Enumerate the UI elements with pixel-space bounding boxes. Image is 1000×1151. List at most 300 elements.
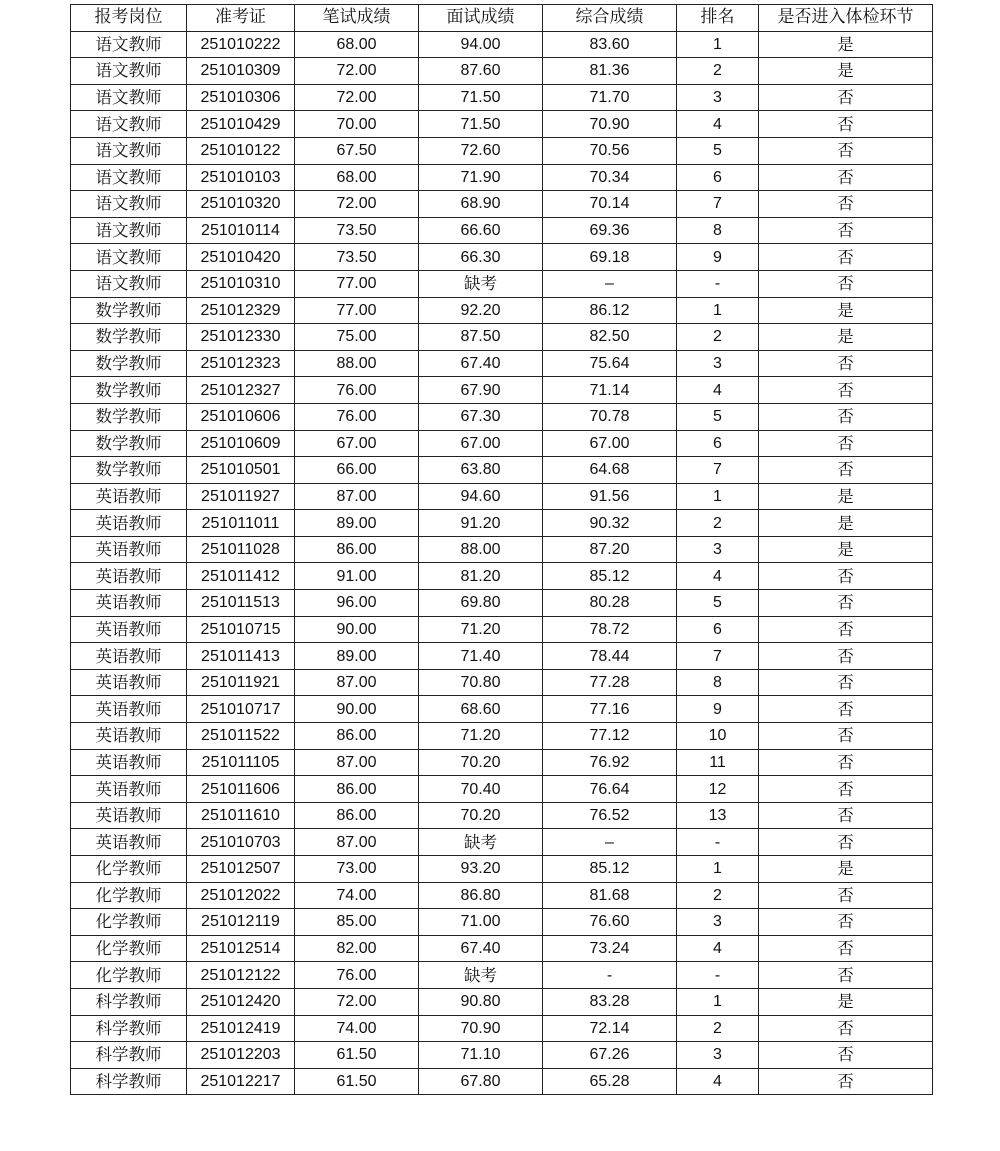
table-row	[71, 457, 933, 484]
table-row	[71, 856, 933, 883]
table-row	[71, 377, 933, 404]
table-row	[71, 935, 933, 962]
cell-rank: 8	[677, 669, 759, 696]
cell-rank: 13	[677, 802, 759, 829]
table-body	[71, 31, 933, 1095]
table-row	[71, 297, 933, 324]
cell-ticket-number: 251011606	[187, 776, 295, 803]
cell-total-score: 67.00	[543, 430, 677, 457]
cell-rank: 9	[677, 696, 759, 723]
cell-interview-score: 缺考	[419, 829, 543, 856]
cell-total-score: 83.60	[543, 31, 677, 58]
cell-position: 英语教师	[71, 510, 187, 537]
cell-total-score: 77.12	[543, 723, 677, 750]
cell-interview-score: 71.00	[419, 909, 543, 936]
table-row	[71, 723, 933, 750]
cell-ticket-number: 251010122	[187, 137, 295, 164]
cell-written-score: 72.00	[295, 84, 419, 111]
cell-ticket-number: 251010222	[187, 31, 295, 58]
cell-rank: 9	[677, 244, 759, 271]
cell-interview-score: 94.60	[419, 483, 543, 510]
cell-position: 语文教师	[71, 164, 187, 191]
cell-ticket-number: 251012119	[187, 909, 295, 936]
header-position: 报考岗位	[71, 5, 187, 32]
cell-physical-exam: 否	[759, 802, 933, 829]
cell-written-score: 88.00	[295, 350, 419, 377]
cell-ticket-number: 251010715	[187, 616, 295, 643]
cell-physical-exam: 是	[759, 483, 933, 510]
cell-position: 英语教师	[71, 563, 187, 590]
cell-interview-score: 87.50	[419, 324, 543, 351]
cell-ticket-number: 251012420	[187, 988, 295, 1015]
cell-ticket-number: 251010429	[187, 111, 295, 138]
cell-physical-exam: 是	[759, 324, 933, 351]
cell-ticket-number: 251012217	[187, 1068, 295, 1095]
table-row	[71, 988, 933, 1015]
cell-position: 语文教师	[71, 31, 187, 58]
cell-total-score: 73.24	[543, 935, 677, 962]
cell-written-score: 73.00	[295, 856, 419, 883]
cell-interview-score: 71.50	[419, 84, 543, 111]
cell-physical-exam: 否	[759, 935, 933, 962]
cell-physical-exam: 否	[759, 244, 933, 271]
table-row	[71, 802, 933, 829]
cell-written-score: 77.00	[295, 270, 419, 297]
cell-total-score: 81.68	[543, 882, 677, 909]
cell-total-score: –	[543, 829, 677, 856]
cell-interview-score: 70.40	[419, 776, 543, 803]
table-row	[71, 111, 933, 138]
cell-ticket-number: 251012329	[187, 297, 295, 324]
cell-total-score: 86.12	[543, 297, 677, 324]
cell-ticket-number: 251010501	[187, 457, 295, 484]
cell-physical-exam: 否	[759, 191, 933, 218]
cell-physical-exam: 否	[759, 563, 933, 590]
cell-interview-score: 71.20	[419, 616, 543, 643]
table-row	[71, 776, 933, 803]
cell-position: 英语教师	[71, 802, 187, 829]
cell-interview-score: 66.30	[419, 244, 543, 271]
cell-written-score: 72.00	[295, 988, 419, 1015]
cell-written-score: 73.50	[295, 217, 419, 244]
cell-total-score: 82.50	[543, 324, 677, 351]
cell-total-score: –	[543, 270, 677, 297]
cell-position: 语文教师	[71, 191, 187, 218]
cell-physical-exam: 否	[759, 111, 933, 138]
cell-written-score: 72.00	[295, 58, 419, 85]
cell-rank: 7	[677, 457, 759, 484]
table-row	[71, 749, 933, 776]
cell-ticket-number: 251010309	[187, 58, 295, 85]
cell-ticket-number: 251010103	[187, 164, 295, 191]
cell-written-score: 66.00	[295, 457, 419, 484]
cell-interview-score: 67.00	[419, 430, 543, 457]
cell-ticket-number: 251010703	[187, 829, 295, 856]
cell-written-score: 90.00	[295, 616, 419, 643]
cell-ticket-number: 251012022	[187, 882, 295, 909]
cell-rank: 6	[677, 164, 759, 191]
cell-total-score: 70.14	[543, 191, 677, 218]
cell-position: 科学教师	[71, 1042, 187, 1069]
cell-written-score: 87.00	[295, 669, 419, 696]
cell-rank: 8	[677, 217, 759, 244]
table-row	[71, 563, 933, 590]
table-row	[71, 164, 933, 191]
table-row	[71, 590, 933, 617]
cell-interview-score: 63.80	[419, 457, 543, 484]
cell-total-score: 65.28	[543, 1068, 677, 1095]
table-row	[71, 31, 933, 58]
cell-physical-exam: 否	[759, 403, 933, 430]
cell-physical-exam: 是	[759, 297, 933, 324]
cell-rank: 12	[677, 776, 759, 803]
table-row	[71, 430, 933, 457]
cell-ticket-number: 251012419	[187, 1015, 295, 1042]
cell-rank: 4	[677, 1068, 759, 1095]
cell-interview-score: 71.20	[419, 723, 543, 750]
cell-rank: -	[677, 270, 759, 297]
cell-physical-exam: 否	[759, 137, 933, 164]
cell-written-score: 61.50	[295, 1042, 419, 1069]
cell-ticket-number: 251012323	[187, 350, 295, 377]
cell-rank: -	[677, 829, 759, 856]
cell-total-score: 81.36	[543, 58, 677, 85]
cell-ticket-number: 251011105	[187, 749, 295, 776]
cell-interview-score: 67.80	[419, 1068, 543, 1095]
cell-rank: 7	[677, 643, 759, 670]
cell-total-score: 77.28	[543, 669, 677, 696]
cell-ticket-number: 251010717	[187, 696, 295, 723]
cell-rank: 3	[677, 1042, 759, 1069]
cell-physical-exam: 否	[759, 696, 933, 723]
cell-physical-exam: 否	[759, 909, 933, 936]
cell-written-score: 86.00	[295, 802, 419, 829]
cell-ticket-number: 251011028	[187, 536, 295, 563]
cell-ticket-number: 251010609	[187, 430, 295, 457]
cell-rank: 3	[677, 350, 759, 377]
header-total-score: 综合成绩	[543, 5, 677, 32]
cell-rank: 4	[677, 111, 759, 138]
cell-physical-exam: 否	[759, 457, 933, 484]
table-row	[71, 669, 933, 696]
header-written-score: 笔试成绩	[295, 5, 419, 32]
cell-interview-score: 86.80	[419, 882, 543, 909]
cell-ticket-number: 251012327	[187, 377, 295, 404]
cell-rank: 2	[677, 58, 759, 85]
cell-position: 英语教师	[71, 749, 187, 776]
cell-physical-exam: 否	[759, 643, 933, 670]
cell-interview-score: 70.20	[419, 749, 543, 776]
cell-rank: 5	[677, 403, 759, 430]
cell-physical-exam: 否	[759, 616, 933, 643]
cell-total-score: 67.26	[543, 1042, 677, 1069]
header-ticket-number: 准考证	[187, 5, 295, 32]
cell-position: 数学教师	[71, 430, 187, 457]
cell-rank: 3	[677, 536, 759, 563]
cell-total-score: 69.18	[543, 244, 677, 271]
cell-written-score: 74.00	[295, 882, 419, 909]
cell-physical-exam: 否	[759, 723, 933, 750]
cell-position: 化学教师	[71, 962, 187, 989]
cell-physical-exam: 是	[759, 510, 933, 537]
cell-written-score: 90.00	[295, 696, 419, 723]
cell-interview-score: 70.90	[419, 1015, 543, 1042]
cell-position: 科学教师	[71, 1068, 187, 1095]
cell-physical-exam: 否	[759, 1042, 933, 1069]
cell-rank: 4	[677, 377, 759, 404]
table-row	[71, 191, 933, 218]
cell-interview-score: 69.80	[419, 590, 543, 617]
cell-written-score: 68.00	[295, 164, 419, 191]
cell-written-score: 89.00	[295, 510, 419, 537]
cell-position: 化学教师	[71, 909, 187, 936]
cell-total-score: 83.28	[543, 988, 677, 1015]
cell-physical-exam: 否	[759, 882, 933, 909]
table-row	[71, 829, 933, 856]
cell-interview-score: 91.20	[419, 510, 543, 537]
cell-rank: 2	[677, 1015, 759, 1042]
cell-physical-exam: 是	[759, 536, 933, 563]
cell-total-score: 69.36	[543, 217, 677, 244]
cell-written-score: 70.00	[295, 111, 419, 138]
cell-total-score: 75.64	[543, 350, 677, 377]
cell-rank: 1	[677, 297, 759, 324]
cell-rank: 3	[677, 909, 759, 936]
cell-interview-score: 68.60	[419, 696, 543, 723]
cell-physical-exam: 否	[759, 377, 933, 404]
cell-interview-score: 94.00	[419, 31, 543, 58]
cell-ticket-number: 251012330	[187, 324, 295, 351]
cell-position: 英语教师	[71, 643, 187, 670]
cell-total-score: 78.72	[543, 616, 677, 643]
cell-position: 数学教师	[71, 350, 187, 377]
table-row	[71, 1015, 933, 1042]
cell-rank: 4	[677, 935, 759, 962]
cell-interview-score: 67.30	[419, 403, 543, 430]
cell-physical-exam: 是	[759, 31, 933, 58]
cell-total-score: 91.56	[543, 483, 677, 510]
cell-physical-exam: 否	[759, 1015, 933, 1042]
cell-position: 化学教师	[71, 935, 187, 962]
cell-rank: 11	[677, 749, 759, 776]
table-row	[71, 483, 933, 510]
cell-written-score: 87.00	[295, 829, 419, 856]
cell-written-score: 96.00	[295, 590, 419, 617]
cell-ticket-number: 251012507	[187, 856, 295, 883]
cell-interview-score: 71.50	[419, 111, 543, 138]
table-row	[71, 1068, 933, 1095]
cell-total-score: 71.70	[543, 84, 677, 111]
cell-ticket-number: 251012122	[187, 962, 295, 989]
cell-physical-exam: 否	[759, 164, 933, 191]
table-row	[71, 217, 933, 244]
cell-physical-exam: 否	[759, 217, 933, 244]
cell-ticket-number: 251010606	[187, 403, 295, 430]
cell-written-score: 76.00	[295, 403, 419, 430]
cell-written-score: 76.00	[295, 377, 419, 404]
cell-ticket-number: 251010420	[187, 244, 295, 271]
cell-written-score: 67.50	[295, 137, 419, 164]
cell-total-score: 78.44	[543, 643, 677, 670]
cell-written-score: 76.00	[295, 962, 419, 989]
cell-written-score: 86.00	[295, 776, 419, 803]
cell-position: 语文教师	[71, 137, 187, 164]
cell-position: 数学教师	[71, 403, 187, 430]
cell-rank: -	[677, 962, 759, 989]
cell-written-score: 77.00	[295, 297, 419, 324]
cell-position: 数学教师	[71, 297, 187, 324]
table-row	[71, 270, 933, 297]
cell-written-score: 74.00	[295, 1015, 419, 1042]
cell-position: 英语教师	[71, 616, 187, 643]
cell-rank: 5	[677, 137, 759, 164]
cell-physical-exam: 否	[759, 749, 933, 776]
cell-rank: 2	[677, 882, 759, 909]
cell-physical-exam: 否	[759, 669, 933, 696]
cell-position: 英语教师	[71, 669, 187, 696]
table-row	[71, 696, 933, 723]
header-interview-score: 面试成绩	[419, 5, 543, 32]
cell-total-score: 77.16	[543, 696, 677, 723]
cell-position: 科学教师	[71, 1015, 187, 1042]
cell-physical-exam: 否	[759, 962, 933, 989]
cell-rank: 5	[677, 590, 759, 617]
cell-interview-score: 81.20	[419, 563, 543, 590]
cell-rank: 6	[677, 430, 759, 457]
header-rank: 排名	[677, 5, 759, 32]
table-row	[71, 137, 933, 164]
cell-interview-score: 90.80	[419, 988, 543, 1015]
cell-interview-score: 68.90	[419, 191, 543, 218]
cell-position: 英语教师	[71, 696, 187, 723]
cell-ticket-number: 251011412	[187, 563, 295, 590]
cell-written-score: 85.00	[295, 909, 419, 936]
cell-physical-exam: 否	[759, 430, 933, 457]
cell-ticket-number: 251011610	[187, 802, 295, 829]
table-row	[71, 244, 933, 271]
cell-total-score: 70.34	[543, 164, 677, 191]
cell-physical-exam: 是	[759, 988, 933, 1015]
table-row	[71, 510, 933, 537]
cell-written-score: 67.00	[295, 430, 419, 457]
table-row	[71, 643, 933, 670]
table-row	[71, 882, 933, 909]
cell-total-score: 85.12	[543, 563, 677, 590]
cell-position: 语文教师	[71, 111, 187, 138]
cell-position: 数学教师	[71, 324, 187, 351]
cell-total-score: -	[543, 962, 677, 989]
cell-position: 英语教师	[71, 536, 187, 563]
cell-total-score: 71.14	[543, 377, 677, 404]
header-row	[71, 5, 933, 32]
cell-written-score: 87.00	[295, 749, 419, 776]
cell-position: 数学教师	[71, 457, 187, 484]
cell-rank: 1	[677, 31, 759, 58]
cell-written-score: 75.00	[295, 324, 419, 351]
cell-total-score: 64.68	[543, 457, 677, 484]
cell-position: 科学教师	[71, 988, 187, 1015]
cell-written-score: 61.50	[295, 1068, 419, 1095]
cell-interview-score: 70.20	[419, 802, 543, 829]
cell-position: 英语教师	[71, 776, 187, 803]
cell-ticket-number: 251011921	[187, 669, 295, 696]
table-row	[71, 84, 933, 111]
table-row	[71, 324, 933, 351]
cell-interview-score: 67.40	[419, 350, 543, 377]
cell-interview-score: 71.90	[419, 164, 543, 191]
cell-rank: 6	[677, 616, 759, 643]
cell-position: 化学教师	[71, 856, 187, 883]
cell-interview-score: 66.60	[419, 217, 543, 244]
cell-written-score: 86.00	[295, 536, 419, 563]
cell-ticket-number: 251011413	[187, 643, 295, 670]
cell-rank: 10	[677, 723, 759, 750]
table-row	[71, 962, 933, 989]
table-row	[71, 403, 933, 430]
cell-position: 语文教师	[71, 244, 187, 271]
cell-rank: 2	[677, 510, 759, 537]
cell-position: 语文教师	[71, 217, 187, 244]
cell-physical-exam: 是	[759, 856, 933, 883]
cell-written-score: 68.00	[295, 31, 419, 58]
cell-interview-score: 93.20	[419, 856, 543, 883]
cell-ticket-number: 251011513	[187, 590, 295, 617]
cell-physical-exam: 否	[759, 270, 933, 297]
cell-ticket-number: 251010114	[187, 217, 295, 244]
cell-written-score: 86.00	[295, 723, 419, 750]
cell-position: 语文教师	[71, 84, 187, 111]
cell-total-score: 70.90	[543, 111, 677, 138]
cell-interview-score: 88.00	[419, 536, 543, 563]
cell-ticket-number: 251010310	[187, 270, 295, 297]
cell-rank: 1	[677, 483, 759, 510]
cell-ticket-number: 251012203	[187, 1042, 295, 1069]
cell-interview-score: 87.60	[419, 58, 543, 85]
table-row	[71, 616, 933, 643]
cell-total-score: 72.14	[543, 1015, 677, 1042]
cell-position: 数学教师	[71, 377, 187, 404]
cell-ticket-number: 251011011	[187, 510, 295, 537]
cell-total-score: 76.60	[543, 909, 677, 936]
cell-ticket-number: 251010306	[187, 84, 295, 111]
cell-physical-exam: 否	[759, 1068, 933, 1095]
cell-ticket-number: 251012514	[187, 935, 295, 962]
cell-interview-score: 71.40	[419, 643, 543, 670]
cell-position: 化学教师	[71, 882, 187, 909]
cell-total-score: 76.64	[543, 776, 677, 803]
table-row	[71, 536, 933, 563]
cell-interview-score: 67.40	[419, 935, 543, 962]
cell-interview-score: 70.80	[419, 669, 543, 696]
cell-ticket-number: 251010320	[187, 191, 295, 218]
cell-physical-exam: 是	[759, 58, 933, 85]
cell-rank: 1	[677, 856, 759, 883]
cell-written-score: 82.00	[295, 935, 419, 962]
cell-rank: 7	[677, 191, 759, 218]
header-physical-exam: 是否进入体检环节	[759, 5, 933, 32]
cell-position: 英语教师	[71, 723, 187, 750]
cell-total-score: 80.28	[543, 590, 677, 617]
table-row	[71, 350, 933, 377]
cell-total-score: 87.20	[543, 536, 677, 563]
cell-ticket-number: 251011522	[187, 723, 295, 750]
cell-total-score: 70.78	[543, 403, 677, 430]
cell-position: 语文教师	[71, 270, 187, 297]
cell-physical-exam: 否	[759, 829, 933, 856]
cell-interview-score: 67.90	[419, 377, 543, 404]
cell-interview-score: 缺考	[419, 962, 543, 989]
cell-position: 语文教师	[71, 58, 187, 85]
